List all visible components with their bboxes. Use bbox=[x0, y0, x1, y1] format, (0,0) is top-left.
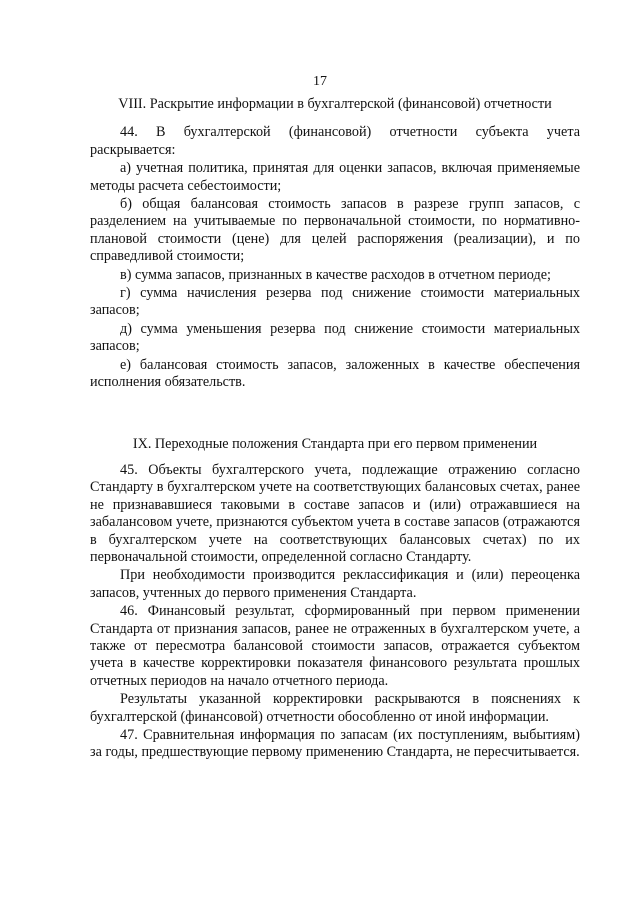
paragraph-46: 46. Финансовый результат, сформированный при первом применении Стандарта от признания запасов, ранее не отраженных в бухгалтерском учете, а также от пересмотра балансовой стоимости запасов, отражается субъектом учета в качестве корректировки показателя финансового результата прошлых отчетных периодов на начало отчетного периода. bbox=[90, 603, 580, 689]
item-a: а) учетная политика, принятая для оценки запасов, включая применяемые методы расчета себестоимости; bbox=[90, 160, 580, 194]
paragraph-44: 44. В бухгалтерской (финансовой) отчетности субъекта учета раскрывается: bbox=[90, 124, 580, 158]
section-9-heading: IX. Переходные положения Стандарта при его первом применении bbox=[132, 435, 538, 452]
section-8-heading: VIII. Раскрытие информации в бухгалтерской (финансовой) отчетности bbox=[118, 96, 552, 112]
item-b: б) общая балансовая стоимость запасов в разрезе групп запасов, с разделением на учитываемые по первоначальной стоимости, по нормативно-плановой стоимости (цене) для целей распоряжения (реализации), и по справедливой стоимости; bbox=[90, 196, 580, 265]
page-number: 17 bbox=[313, 74, 327, 89]
paragraph-47: 47. Сравнительная информация по запасам (их поступлениям, выбытиям) за годы, предшествующие первому применению Стандарта, не пересчитывается. bbox=[90, 727, 580, 761]
item-v: в) сумма запасов, признанных в качестве расходов в отчетном периоде; bbox=[120, 266, 551, 283]
paragraph-45: 45. Объекты бухгалтерского учета, подлежащие отражению согласно Стандарту в бухгалтерском учете на соответствующих балансовых счетах, ранее не признававшиеся таковыми в составе запасов и (или) отражавшиеся на забалансовом учете, признаются субъектом учета в составе запасов (отражаются в бухгалтерском учете на соответствующих балансовых счетах) по их первоначальной стоимости, определенной согласно Стандарту. bbox=[90, 461, 580, 565]
paragraph-45-reclassification: При необходимости производится реклассификация и (или) переоценка запасов, учтенных до первого применения Стандарта. bbox=[90, 567, 580, 601]
document-body bbox=[90, 96, 580, 763]
item-e: е) балансовая стоимость запасов, заложенных в качестве обеспечения исполнения обязательств. bbox=[90, 356, 580, 391]
paragraph-46-disclosure: Результаты указанной корректировки раскрываются в пояснениях к бухгалтерской (финансовой) отчетности обособленно от иной информации. bbox=[90, 691, 580, 725]
item-d: д) сумма уменьшения резерва под снижение стоимости материальных запасов; bbox=[90, 320, 580, 355]
item-g: г) сумма начисления резерва под снижение стоимости материальных запасов; bbox=[90, 285, 580, 319]
